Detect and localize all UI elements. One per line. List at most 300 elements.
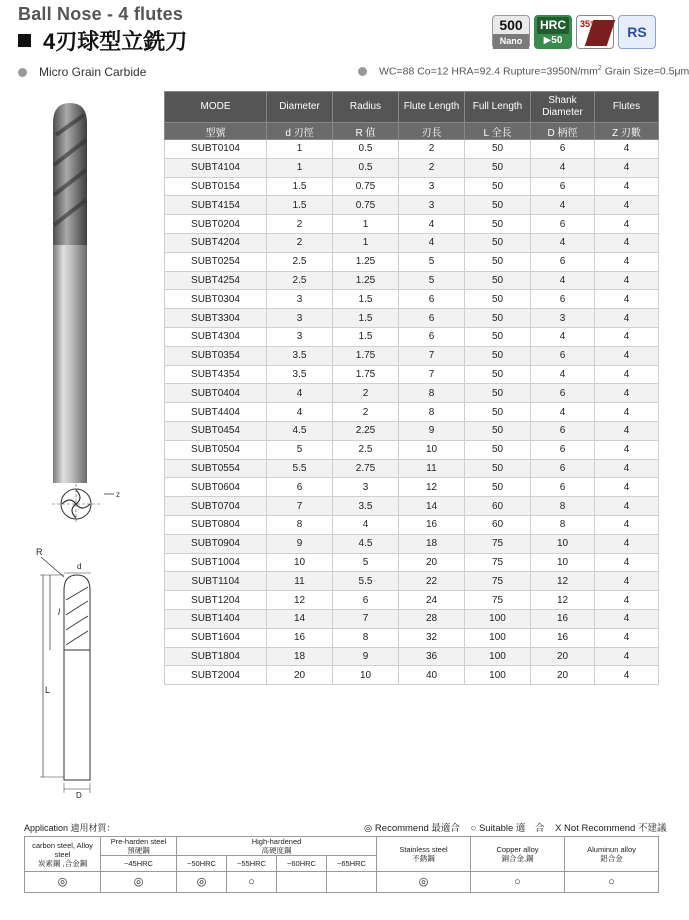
table-cell: 4: [595, 384, 659, 403]
table-cell: 7: [399, 365, 465, 384]
table-row: [165, 271, 659, 290]
table-cell: 4: [531, 233, 595, 252]
table-cell: 16: [267, 628, 333, 647]
application-table: [24, 836, 659, 893]
mark-carbon: ◎: [25, 872, 101, 893]
table-cell: 50: [465, 290, 531, 309]
table-cell: 4: [333, 515, 399, 534]
table-row: [165, 647, 659, 666]
table-cell: SUBT0804: [165, 515, 267, 534]
col-copper-text: Copper alloy: [496, 845, 539, 854]
table-cell: 1.5: [333, 290, 399, 309]
table-cell: 2: [333, 384, 399, 403]
table-cell: 10: [531, 534, 595, 553]
col-hardened-text: High-hardened: [251, 837, 302, 846]
spec-superscript: 2: [597, 65, 602, 72]
table-subheader-row: [165, 123, 659, 140]
table-cell: SUBT0604: [165, 478, 267, 497]
legend-not-recommend: X Not Recommend 不建議: [555, 823, 667, 834]
table-cell: 4: [595, 158, 659, 177]
subheader-cell: Z 刃數: [595, 123, 659, 140]
table-cell: 50: [465, 252, 531, 271]
table-row: [165, 666, 659, 685]
table-cell: 1.5: [267, 177, 333, 196]
table-cell: 4: [595, 215, 659, 234]
table-cell: 22: [399, 572, 465, 591]
table-row: [165, 515, 659, 534]
table-cell: SUBT0104: [165, 140, 267, 159]
table-cell: 11: [267, 572, 333, 591]
table-row: [165, 591, 659, 610]
mark-aluminum: ○: [565, 872, 659, 893]
header-cell: Full Length: [465, 92, 531, 123]
subheader-cell: D 柄徑: [531, 123, 595, 140]
table-row: [165, 421, 659, 440]
table-cell: 16: [531, 628, 595, 647]
table-row: [165, 628, 659, 647]
table-cell: 5: [399, 252, 465, 271]
table-cell: SUBT4354: [165, 365, 267, 384]
table-cell: 7: [333, 609, 399, 628]
table-cell: 4: [595, 252, 659, 271]
table-cell: 6: [399, 309, 465, 328]
table-row: [165, 158, 659, 177]
table-cell: 9: [267, 534, 333, 553]
col-aluminum-text: Aluminun alloy: [587, 845, 636, 854]
table-cell: 50: [465, 271, 531, 290]
table-cell: 4: [595, 403, 659, 422]
table-cell: 3.5: [267, 346, 333, 365]
table-cell: 4: [595, 666, 659, 685]
table-cell: 4: [531, 271, 595, 290]
hrc-badge: [534, 15, 572, 49]
table-cell: 100: [465, 666, 531, 685]
table-header-row: [165, 92, 659, 123]
table-cell: 6: [531, 384, 595, 403]
col-prehard-text: Pre-harden steel: [110, 837, 167, 846]
table-row: [165, 478, 659, 497]
col-stainless-steel: [377, 837, 471, 872]
table-cell: 10: [333, 666, 399, 685]
label-flute-length: l: [58, 607, 60, 617]
table-row: [165, 553, 659, 572]
col-prehard-steel: [101, 837, 177, 856]
table-cell: 2.5: [267, 252, 333, 271]
hrc-45: ~45HRC: [101, 856, 177, 872]
label-cut-dia: d: [77, 562, 82, 571]
table-cell: 6: [399, 290, 465, 309]
table-cell: 50: [465, 233, 531, 252]
table-cell: 0.75: [333, 196, 399, 215]
table-row: [165, 309, 659, 328]
col-carbon-text: carbon steel, Alloy steel: [32, 840, 93, 859]
table-cell: 1.75: [333, 346, 399, 365]
title-chinese-text: 4刃球型立銑刀: [43, 29, 188, 54]
table-cell: 4: [399, 215, 465, 234]
table-cell: 1: [267, 140, 333, 159]
table-cell: 1.75: [333, 365, 399, 384]
table-cell: 4.5: [267, 421, 333, 440]
nano-number: 500: [499, 17, 523, 33]
col-copper-alloy: [471, 837, 565, 872]
hrc-50: ~50HRC: [177, 856, 227, 872]
table-cell: 5: [333, 553, 399, 572]
tool-shank: [53, 240, 87, 483]
end-view-diagram: [48, 482, 128, 527]
table-cell: SUBT1404: [165, 609, 267, 628]
table-cell: 1.5: [333, 309, 399, 328]
table-cell: 8: [399, 384, 465, 403]
header-cell: Flute Length: [399, 92, 465, 123]
label-radius: R: [36, 547, 43, 557]
col-stainless-zh: 不銹鋼: [412, 854, 435, 863]
table-row: [165, 609, 659, 628]
table-cell: 9: [333, 647, 399, 666]
table-cell: 4: [595, 290, 659, 309]
header-cell: Diameter: [267, 92, 333, 123]
table-row: [165, 440, 659, 459]
spec-text: WC=88 Co=12 HRA=92.4 Rupture=3950N/mm: [379, 65, 598, 78]
bullet-dot-icon: [18, 68, 27, 77]
table-cell: 0.5: [333, 140, 399, 159]
nano-coating-badge: [492, 15, 530, 49]
header-cell: Radius: [333, 92, 399, 123]
label-z: z: [116, 490, 120, 499]
table-cell: 50: [465, 140, 531, 159]
square-bullet-icon: [18, 34, 31, 47]
table-cell: 4: [595, 459, 659, 478]
helix-angle-value: 35°: [580, 19, 594, 29]
table-cell: 4: [595, 177, 659, 196]
table-cell: 50: [465, 309, 531, 328]
table-cell: 1: [267, 158, 333, 177]
table-cell: 8: [333, 628, 399, 647]
table-cell: 4: [595, 628, 659, 647]
table-cell: 4: [595, 534, 659, 553]
application-marks-row: [25, 872, 659, 893]
table-cell: 7: [267, 497, 333, 516]
subheader-cell: L 全長: [465, 123, 531, 140]
label-full-length: L: [45, 685, 51, 695]
table-cell: 60: [465, 497, 531, 516]
table-cell: 100: [465, 628, 531, 647]
table-row: [165, 140, 659, 159]
header-cell: Shank Diameter: [531, 92, 595, 123]
table-cell: 6: [531, 215, 595, 234]
table-row: [165, 215, 659, 234]
table-row: [165, 365, 659, 384]
table-cell: 4: [595, 647, 659, 666]
table-cell: 3: [333, 478, 399, 497]
table-cell: 4: [595, 591, 659, 610]
tool-outline-shank: [64, 650, 90, 780]
mark-55hrc: ○: [227, 872, 277, 893]
table-cell: 3.5: [333, 497, 399, 516]
nano-label: Nano: [493, 34, 529, 49]
table-cell: 75: [465, 572, 531, 591]
spec-tail-text: Grain Size=0.5μm: [601, 65, 689, 78]
dimension-drawing: [30, 545, 130, 800]
table-cell: 16: [399, 515, 465, 534]
table-row: [165, 459, 659, 478]
table-cell: 50: [465, 327, 531, 346]
table-cell: 1.25: [333, 252, 399, 271]
application-label: Application 適用材質：: [24, 823, 116, 833]
table-cell: 4.5: [333, 534, 399, 553]
table-cell: 4: [267, 384, 333, 403]
table-cell: 8: [531, 515, 595, 534]
subheader-cell: R 值: [333, 123, 399, 140]
table-cell: 75: [465, 553, 531, 572]
material-line: [18, 65, 146, 79]
table-cell: SUBT0704: [165, 497, 267, 516]
table-cell: 4: [531, 158, 595, 177]
table-cell: 24: [399, 591, 465, 610]
table-cell: 6: [531, 252, 595, 271]
table-cell: 1.25: [333, 271, 399, 290]
table-cell: 4: [595, 609, 659, 628]
table-cell: 4: [595, 346, 659, 365]
table-row: [165, 290, 659, 309]
table-cell: 12: [267, 591, 333, 610]
table-row: [165, 534, 659, 553]
table-cell: 6: [531, 177, 595, 196]
table-cell: 10: [399, 440, 465, 459]
table-cell: 50: [465, 384, 531, 403]
table-cell: 12: [399, 478, 465, 497]
table-cell: 4: [595, 421, 659, 440]
table-cell: 3.5: [267, 365, 333, 384]
table-cell: 4: [595, 309, 659, 328]
subheader-cell: 刃長: [399, 123, 465, 140]
table-cell: 10: [267, 553, 333, 572]
hrc-label: HRC: [537, 17, 569, 34]
table-cell: 5: [267, 440, 333, 459]
table-row: [165, 327, 659, 346]
table-cell: SUBT2004: [165, 666, 267, 685]
table-cell: SUBT0404: [165, 384, 267, 403]
mark-65hrc: [327, 872, 377, 893]
mark-stainless: ◎: [377, 872, 471, 893]
table-cell: 2: [399, 158, 465, 177]
table-cell: 4: [595, 271, 659, 290]
table-row: [165, 403, 659, 422]
table-cell: 18: [267, 647, 333, 666]
table-cell: 2: [333, 403, 399, 422]
table-row: [165, 196, 659, 215]
table-row: [165, 497, 659, 516]
table-row: [165, 233, 659, 252]
table-cell: 2.75: [333, 459, 399, 478]
legend-recommend: ◎ Recommend 最適合: [364, 823, 460, 834]
table-cell: 20: [399, 553, 465, 572]
col-carbon-zh: 炭素鋼 ,合金鋼: [37, 858, 88, 868]
table-cell: SUBT4204: [165, 233, 267, 252]
table-cell: 6: [531, 459, 595, 478]
table-cell: SUBT4304: [165, 327, 267, 346]
col-copper-zh: 銅合金,鋼: [501, 854, 534, 863]
table-cell: SUBT1004: [165, 553, 267, 572]
table-cell: 2: [267, 215, 333, 234]
col-aluminum-alloy: [565, 837, 659, 872]
table-cell: 2.5: [267, 271, 333, 290]
table-cell: SUBT0504: [165, 440, 267, 459]
title-chinese: [18, 25, 187, 56]
table-cell: 0.5: [333, 158, 399, 177]
table-cell: SUBT0204: [165, 215, 267, 234]
table-cell: 50: [465, 196, 531, 215]
col-stainless-text: Stainless steel: [399, 845, 448, 854]
table-cell: SUBT4254: [165, 271, 267, 290]
table-cell: SUBT3304: [165, 309, 267, 328]
table-cell: 4: [399, 233, 465, 252]
table-cell: 1: [333, 233, 399, 252]
table-cell: 2.25: [333, 421, 399, 440]
table-cell: SUBT4104: [165, 158, 267, 177]
table-cell: 3: [267, 309, 333, 328]
table-row: [165, 384, 659, 403]
table-cell: 4: [595, 515, 659, 534]
table-cell: SUBT0454: [165, 421, 267, 440]
mark-prehard: ◎: [101, 872, 177, 893]
table-cell: SUBT0154: [165, 177, 267, 196]
table-cell: 2.5: [333, 440, 399, 459]
header-cell: MODE: [165, 92, 267, 123]
table-cell: 50: [465, 403, 531, 422]
table-cell: 18: [399, 534, 465, 553]
table-cell: 4: [531, 196, 595, 215]
table-cell: 3: [267, 290, 333, 309]
table-row: [165, 572, 659, 591]
table-cell: 50: [465, 215, 531, 234]
table-cell: SUBT4154: [165, 196, 267, 215]
table-cell: 100: [465, 647, 531, 666]
table-cell: SUBT0304: [165, 290, 267, 309]
table-cell: 6: [531, 421, 595, 440]
table-cell: 4: [531, 403, 595, 422]
table-cell: 5.5: [267, 459, 333, 478]
bullet-dot-icon: [358, 67, 367, 76]
table-row: [165, 177, 659, 196]
table-cell: 8: [267, 515, 333, 534]
table-cell: 4: [595, 497, 659, 516]
table-cell: 4: [595, 327, 659, 346]
table-cell: 6: [531, 440, 595, 459]
table-cell: 8: [399, 403, 465, 422]
table-cell: 2: [399, 140, 465, 159]
col-hardened-steel: [177, 837, 377, 856]
table-cell: 20: [267, 666, 333, 685]
table-cell: 5.5: [333, 572, 399, 591]
table-cell: 28: [399, 609, 465, 628]
col-carbon-steel: [25, 837, 101, 872]
title-english: Ball Nose - 4 flutes: [18, 4, 184, 24]
hrc-65: ~65HRC: [327, 856, 377, 872]
table-cell: 5: [399, 271, 465, 290]
table-cell: 36: [399, 647, 465, 666]
table-cell: 4: [531, 365, 595, 384]
application-legend: [364, 820, 674, 834]
subheader-cell: 型號: [165, 123, 267, 140]
table-cell: 1.5: [267, 196, 333, 215]
table-cell: 4: [595, 572, 659, 591]
table-row: [165, 252, 659, 271]
table-cell: 50: [465, 459, 531, 478]
table-cell: 4: [595, 196, 659, 215]
table-cell: SUBT1104: [165, 572, 267, 591]
table-cell: 6: [531, 346, 595, 365]
spec-table: [164, 91, 659, 685]
table-cell: 4: [595, 478, 659, 497]
table-cell: 0.75: [333, 177, 399, 196]
material-text: Micro Grain Carbide: [39, 65, 147, 79]
table-cell: 8: [531, 497, 595, 516]
table-cell: SUBT0904: [165, 534, 267, 553]
table-cell: 50: [465, 158, 531, 177]
badge-row: [492, 15, 656, 49]
hrc-55: ~55HRC: [227, 856, 277, 872]
table-cell: 20: [531, 666, 595, 685]
table-cell: 14: [399, 497, 465, 516]
col-prehard-zh: 預硬鋼: [127, 846, 150, 855]
table-cell: 50: [465, 346, 531, 365]
table-cell: 4: [595, 233, 659, 252]
table-cell: 6: [333, 591, 399, 610]
table-cell: SUBT0254: [165, 252, 267, 271]
table-cell: 4: [595, 140, 659, 159]
table-cell: 3: [531, 309, 595, 328]
table-cell: 6: [531, 478, 595, 497]
col-hardened-zh: 高硬度鋼: [261, 846, 292, 855]
mark-50hrc: ◎: [177, 872, 227, 893]
table-cell: SUBT1604: [165, 628, 267, 647]
rs-badge: RS: [618, 15, 656, 49]
table-cell: 9: [399, 421, 465, 440]
table-cell: 60: [465, 515, 531, 534]
tool-photo: [40, 95, 100, 485]
table-cell: 4: [595, 553, 659, 572]
table-cell: SUBT1804: [165, 647, 267, 666]
tool-outline-head: [64, 575, 90, 650]
table-cell: 4: [595, 440, 659, 459]
table-cell: 6: [531, 140, 595, 159]
table-cell: 75: [465, 534, 531, 553]
radius-leader: [41, 557, 64, 577]
table-cell: 3: [399, 177, 465, 196]
hrc-value: ▶50: [543, 35, 563, 46]
table-cell: 11: [399, 459, 465, 478]
table-cell: 6: [399, 327, 465, 346]
table-cell: 20: [531, 647, 595, 666]
table-cell: 6: [267, 478, 333, 497]
subheader-cell: d 刃徑: [267, 123, 333, 140]
table-cell: 75: [465, 591, 531, 610]
table-cell: 14: [267, 609, 333, 628]
helix-angle-badge: [576, 15, 614, 49]
table-cell: 4: [595, 365, 659, 384]
table-cell: 3: [399, 196, 465, 215]
table-cell: 50: [465, 365, 531, 384]
mark-60hrc: [277, 872, 327, 893]
table-cell: SUBT1204: [165, 591, 267, 610]
table-cell: 50: [465, 177, 531, 196]
table-cell: 4: [531, 327, 595, 346]
table-cell: 16: [531, 609, 595, 628]
col-aluminum-zh: 鋁合金: [600, 854, 623, 863]
table-cell: 40: [399, 666, 465, 685]
table-cell: SUBT4404: [165, 403, 267, 422]
table-cell: 100: [465, 609, 531, 628]
